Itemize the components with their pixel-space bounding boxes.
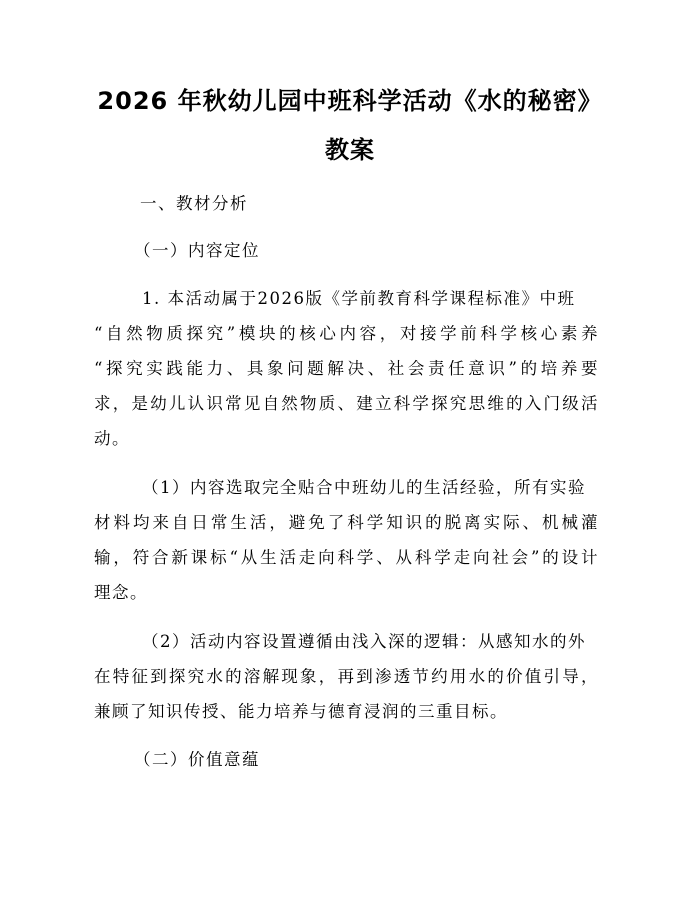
paragraph-line: “自然物质探究”模块的核心内容，对接学前科学核心素养 bbox=[94, 324, 599, 343]
paragraph-line: 求，是幼儿认识常见自然物质、建立科学探究思维的入门级活 bbox=[94, 394, 599, 413]
paragraph-line: 在特征到探究水的溶解现象，再到渗透节约用水的价值引导， bbox=[94, 667, 599, 686]
paragraph-line: （2）活动内容设置遵循由浅入深的逻辑：从感知水的外 bbox=[142, 632, 586, 651]
paragraph-line: 输，符合新课标“从生活走向科学、从科学走向社会”的设计 bbox=[94, 548, 599, 567]
document-title-continued: 教案 bbox=[325, 136, 375, 164]
subsection-heading-positioning: （一）内容定位 bbox=[134, 241, 260, 260]
subsection-heading-value: （二）价值意蕴 bbox=[134, 750, 260, 769]
paragraph-line: 动。 bbox=[94, 429, 130, 448]
paragraph-line: 兼顾了知识传授、能力培养与德育浸润的三重目标。 bbox=[94, 702, 508, 721]
paragraph-line: 材料均来自日常生活，避免了科学知识的脱离实际、机械灌 bbox=[94, 513, 599, 532]
paragraph-line: 1. 本活动属于2026版《学前教育科学课程标准》中班 bbox=[142, 289, 576, 308]
paragraph-line: “探究实践能力、具象问题解决、社会责任意识”的培养要 bbox=[94, 359, 599, 378]
paragraph-line: 理念。 bbox=[94, 583, 148, 602]
document-title: 2026 年秋幼儿园中班科学活动《水的秘密》 bbox=[97, 87, 603, 115]
section-heading-analysis: 一、教材分析 bbox=[140, 194, 248, 213]
paragraph-line: （1）内容选取完全贴合中班幼儿的生活经验，所有实验 bbox=[142, 478, 586, 497]
